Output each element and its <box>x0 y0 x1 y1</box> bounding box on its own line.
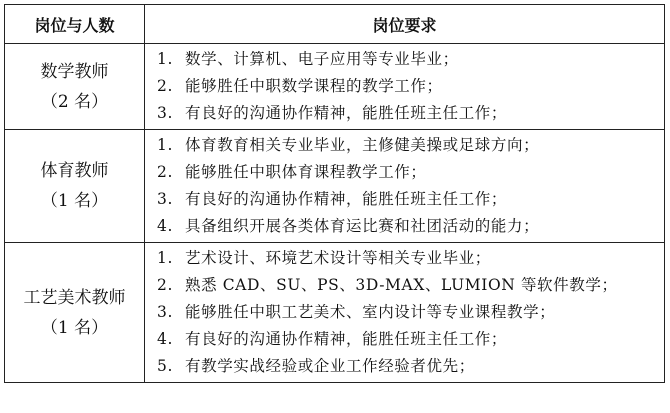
requirement-text: 具备组织开展各类体育运比赛和社团活动的能力； <box>185 217 540 235</box>
requirement-text: 艺术设计、环境艺术设计等相关专业毕业； <box>185 249 491 267</box>
requirements-cell <box>145 243 665 383</box>
requirement-item <box>157 186 664 213</box>
requirement-text: 能够胜任中职数学课程的教学工作； <box>185 77 443 95</box>
position-count: （1 名） <box>40 191 109 211</box>
requirement-number: 1. <box>157 136 173 154</box>
requirement-number: 3. <box>157 190 173 208</box>
header-position-requirements: 岗位要求 <box>145 5 665 44</box>
position-name: 工艺美术教师 <box>23 287 126 308</box>
table-row <box>5 44 665 130</box>
requirement-text: 有教学实战经验或企业工作经验者优先； <box>185 357 475 375</box>
requirement-number: 2. <box>157 77 173 95</box>
table-row <box>5 243 665 383</box>
requirement-number: 3. <box>157 303 173 321</box>
requirements-cell <box>145 44 665 130</box>
position-count: （1 名） <box>40 317 109 338</box>
position-cell <box>5 243 145 383</box>
requirement-number: 1. <box>157 50 173 68</box>
requirement-text: 有良好的沟通协作精神，能胜任班主任工作； <box>185 330 508 348</box>
position-name: 数学教师 <box>40 61 109 82</box>
position-cell <box>5 44 145 130</box>
job-requirements-table-container <box>4 4 664 409</box>
requirement-number: 1. <box>157 249 173 267</box>
requirement-text: 能够胜任中职体育课程教学工作； <box>185 163 427 181</box>
requirement-text: 数学、计算机、电子应用等专业毕业； <box>185 50 459 68</box>
requirement-text: 熟悉 CAD、SU、PS、3D-MAX、LUMION 等软件教学； <box>185 276 618 294</box>
table-header-row <box>5 5 665 44</box>
requirement-item <box>157 326 664 353</box>
requirement-number: 2. <box>157 276 173 294</box>
table-row <box>5 130 665 243</box>
requirement-item <box>157 46 664 73</box>
requirement-text: 有良好的沟通协作精神，能胜任班主任工作； <box>185 190 508 208</box>
requirement-number: 2. <box>157 163 173 181</box>
requirement-number: 5. <box>157 357 173 375</box>
requirement-text: 有良好的沟通协作精神，能胜任班主任工作； <box>185 104 508 122</box>
requirement-item <box>157 100 664 127</box>
requirement-item <box>157 299 664 326</box>
requirement-number: 4. <box>157 217 173 235</box>
position-count: （2 名） <box>40 91 109 112</box>
requirement-item <box>157 272 664 299</box>
requirement-item <box>157 213 664 240</box>
requirement-item <box>157 132 664 159</box>
requirement-text: 体育教育相关专业毕业，主修健美操或足球方向； <box>185 136 540 154</box>
requirement-item <box>157 159 664 186</box>
requirements-cell <box>145 130 665 243</box>
position-name: 体育教师 <box>40 161 109 181</box>
job-requirements-table <box>4 4 665 383</box>
position-cell <box>5 130 145 243</box>
requirement-item <box>157 353 664 380</box>
requirement-number: 4. <box>157 330 173 348</box>
requirement-text: 能够胜任中职工艺美术、室内设计等专业课程教学； <box>185 303 556 321</box>
requirement-number: 3. <box>157 104 173 122</box>
requirement-item <box>157 245 664 272</box>
header-position-count: 岗位与人数 <box>5 5 145 44</box>
requirement-item <box>157 73 664 100</box>
